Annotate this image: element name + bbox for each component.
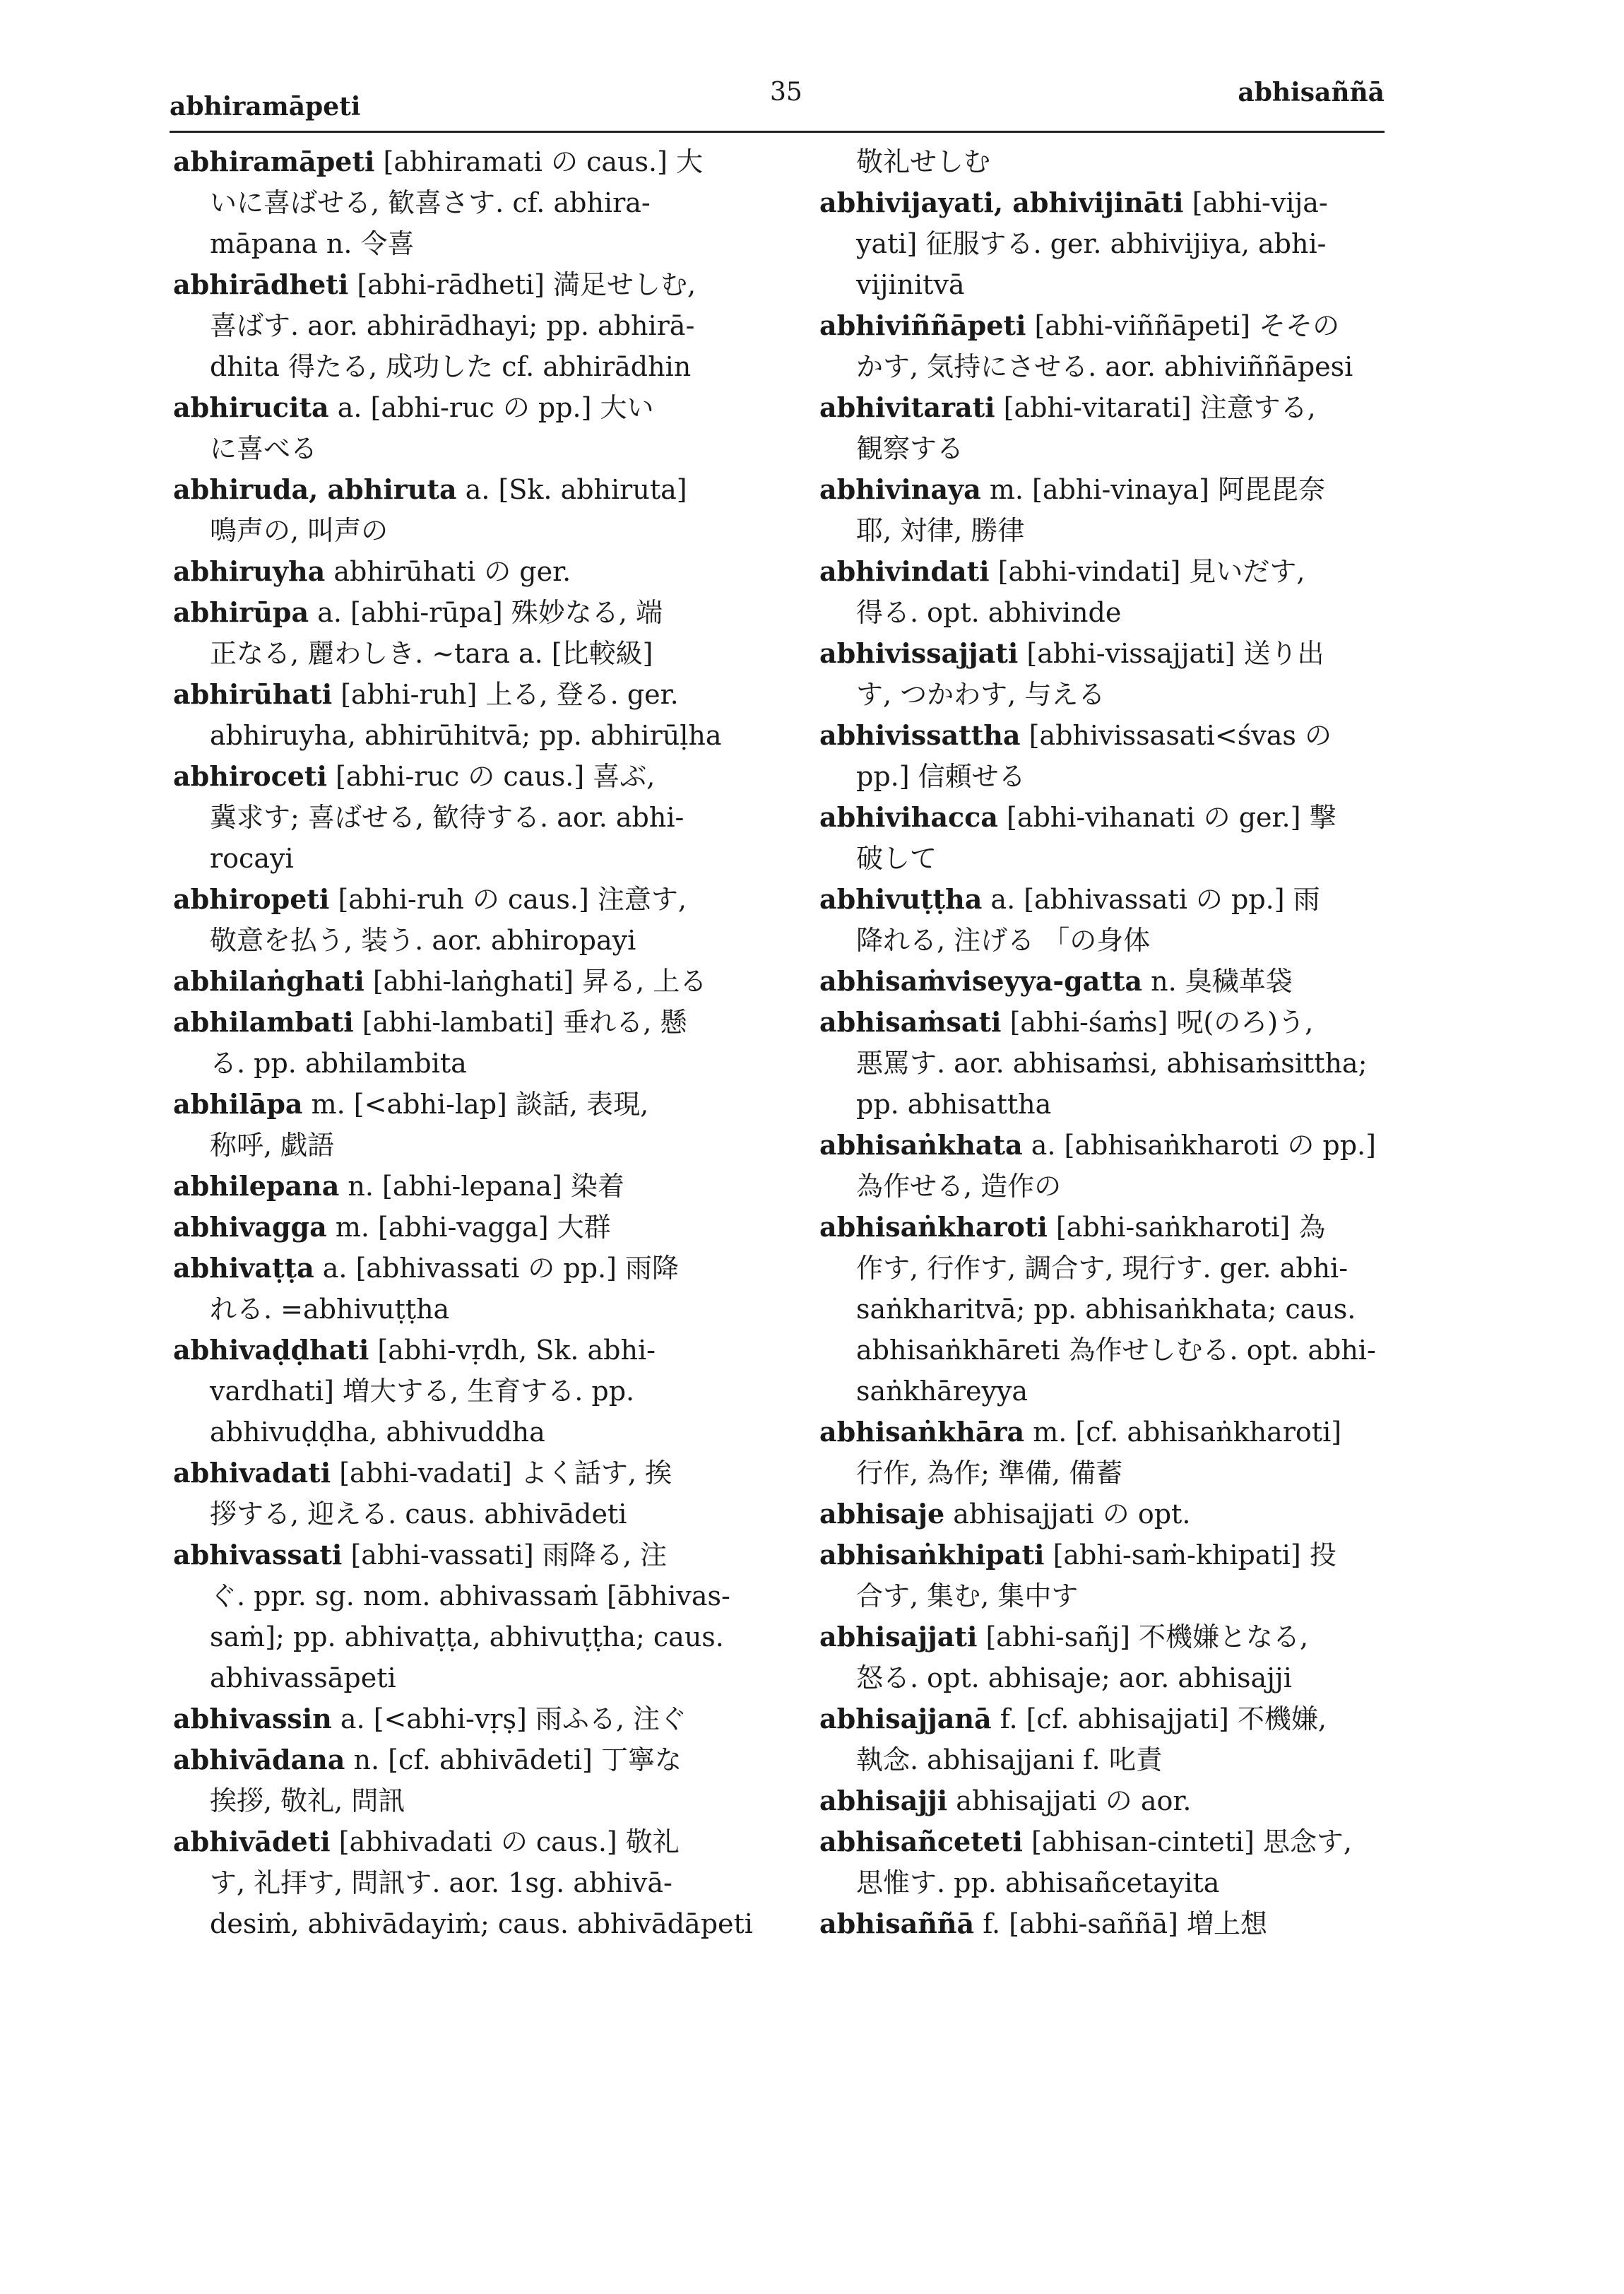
entry-line: [173, 1453, 788, 1494]
definition-text: a. [abhisaṅkharoti の pp.]: [1022, 1130, 1376, 1161]
headword: abhivissattha: [819, 719, 1021, 751]
entry-line: [173, 1821, 788, 1862]
entry-line: [819, 797, 1399, 838]
headword: abhisañceteti: [819, 1826, 1023, 1857]
entry-line: [173, 1084, 788, 1125]
definition-text: abhisajjati の aor.: [947, 1785, 1192, 1816]
entry-line: [173, 1903, 788, 1944]
headword: abhilepana: [173, 1170, 340, 1202]
definition-text: desiṁ, abhivādayiṁ; caus. abhivādāpeti: [210, 1908, 753, 1939]
definition-text: いに喜ばせる, 歓喜さす. cf. abhira-: [210, 187, 651, 218]
definition-text: す, つかわす, 与える: [856, 679, 1106, 710]
definition-text: 敬礼せしむ: [856, 146, 991, 177]
definition-text: 合す, 集む, 集中す: [856, 1580, 1079, 1612]
entry-line: [819, 510, 1399, 551]
entry-line: [819, 1657, 1399, 1698]
headword: abhivādana: [173, 1744, 345, 1775]
entry-line: [173, 1002, 788, 1043]
entry-line: [173, 1125, 788, 1166]
headword: abhilaṅghati: [173, 965, 364, 997]
headword: abhirūpa: [173, 596, 309, 628]
entry-line: [173, 1043, 788, 1084]
headword: abhivijayati, abhivijināti: [819, 187, 1184, 218]
headword: abhivitarati: [819, 391, 995, 423]
definition-text: abhisajjati の opt.: [944, 1498, 1191, 1530]
entry-line: [173, 1207, 788, 1248]
entry-line: [819, 1903, 1399, 1944]
headword: abhirādheti: [173, 268, 349, 300]
definition-text: 観察する: [856, 433, 964, 464]
definition-text: 喜ばす. aor. abhirādhayi; pp. abhirā-: [210, 310, 695, 341]
headword: abhivadati: [173, 1457, 331, 1489]
entry-line: [173, 551, 788, 592]
definition-text: [abhi-vija-: [1183, 187, 1328, 218]
entry-line: [819, 1002, 1399, 1043]
headword: abhisaṅkhata: [819, 1129, 1023, 1161]
definition-text: 冀求す; 喜ばせる, 歓待する. aor. abhi-: [210, 802, 684, 833]
definition-text: [abhi-rādheti] 満足せしむ,: [348, 269, 697, 300]
entry-line: [819, 1166, 1399, 1207]
definition-text: 行作, 為作; 準備, 備蓄: [856, 1458, 1123, 1489]
entry-line: [819, 920, 1399, 961]
definition-text: 作す, 行作す, 調合す, 現行す. ger. abhi-: [856, 1253, 1349, 1284]
definition-text: 敬意を払う, 装う. aor. abhiropayi: [210, 925, 636, 956]
definition-text: saṁ]; pp. abhivaṭṭa, abhivuṭṭha; caus.: [210, 1621, 724, 1652]
entry-line: [819, 1043, 1399, 1084]
entry-line: [819, 592, 1399, 633]
definition-text: a. [abhi-ruc の pp.] 大い: [328, 392, 654, 423]
entry-line: [173, 1657, 788, 1698]
definition-text: 怒る. opt. abhisaje; aor. abhisajji: [856, 1662, 1292, 1693]
definition-text: [abhi-saṁ-khipati] 投: [1044, 1539, 1336, 1571]
definition-text: [abhi-vihanati の ger.] 撃: [997, 802, 1336, 833]
definition-text: 得る. opt. abhivinde: [856, 597, 1122, 628]
definition-text: す, 礼拝す, 問訊す. aor. 1sg. abhivā-: [210, 1867, 672, 1898]
definition-text: yati] 征服する. ger. abhivijiya, abhi-: [856, 228, 1327, 259]
entry-line: [819, 1248, 1399, 1289]
entry-line: [819, 223, 1399, 264]
headword: abhisaṅkhipati: [819, 1539, 1045, 1571]
definition-text: abhivassāpeti: [210, 1662, 396, 1693]
definition-text: rocayi: [210, 843, 294, 874]
definition-text: [abhi-laṅghati] 昇る, 上る: [364, 966, 707, 997]
page-number: 35: [770, 78, 802, 107]
entry-line: [173, 428, 788, 469]
definition-text: 鳴声の, 叫声の: [210, 515, 389, 546]
entry-line: [173, 592, 788, 633]
definition-text: 執念. abhisajjani f. 叱責: [856, 1744, 1163, 1775]
headword: abhiruda, abhiruta: [173, 473, 457, 505]
entry-line: [173, 1371, 788, 1412]
definition-text: [abhisan-cinteti] 思念す,: [1022, 1826, 1352, 1857]
headword: abhivagga: [173, 1211, 327, 1243]
definition-text: [abhi-lambati] 垂れる, 懸: [353, 1007, 687, 1038]
entry-line: [819, 1289, 1399, 1330]
definition-text: 悪罵す. aor. abhisaṁsi, abhisaṁsittha;: [856, 1048, 1368, 1079]
entry-line: [819, 305, 1399, 346]
definition-text: 称呼, 戯語: [210, 1130, 335, 1161]
headword: abhisaje: [819, 1498, 945, 1530]
entry-line: [173, 305, 788, 346]
entry-line: [819, 182, 1399, 223]
entry-line: [173, 1698, 788, 1739]
definition-text: [abhivadati の caus.] 敬礼: [330, 1826, 680, 1857]
entry-line: [819, 1371, 1399, 1412]
entry-line: [819, 1330, 1399, 1371]
headword: abhisaṅkharoti: [819, 1211, 1048, 1243]
definition-text: 為作せる, 造作の: [856, 1171, 1062, 1202]
headword: abhisaṁsati: [819, 1006, 1002, 1038]
headword: abhivuṭṭha: [819, 883, 983, 915]
entry-line: [819, 1207, 1399, 1248]
definition-text: abhivuḍḍha, abhivuddha: [210, 1417, 545, 1448]
definition-text: [abhi-ruh] 上る, 登る. ger.: [332, 679, 679, 710]
entry-line: [819, 387, 1399, 428]
entry-line: [173, 715, 788, 756]
definition-text: a. [abhi-rūpa] 殊妙なる, 端: [309, 597, 663, 628]
headword: abhisaññā: [819, 1908, 975, 1939]
definition-text: m. [cf. abhisaṅkharoti]: [1024, 1417, 1342, 1448]
entry-line: [819, 1575, 1399, 1616]
entry-line: [819, 1862, 1399, 1903]
headword: abhivissajjati: [819, 637, 1019, 669]
definition-text: pp. abhisattha: [856, 1089, 1052, 1120]
left-column: [173, 141, 788, 1944]
entry-line: [819, 346, 1399, 387]
headword: abhivassin: [173, 1703, 332, 1734]
definition-text: [abhiramati の caus.] 大: [374, 146, 703, 177]
entry-line: [173, 1412, 788, 1453]
entry-line: [819, 879, 1399, 920]
headword: abhilambati: [173, 1006, 354, 1038]
definition-text: n. 臭穢革袋: [1142, 966, 1293, 997]
definition-text: m. [<abhi-lap] 談話, 表現,: [302, 1089, 649, 1120]
entry-line: [173, 633, 788, 674]
headword: abhisajjanā: [819, 1703, 992, 1734]
headword: abhivādeti: [173, 1826, 331, 1857]
definition-text: [abhivissasati<śvas の: [1020, 720, 1332, 751]
definition-text: abhisaṅkhāreti 為作せしむる. opt. abhi-: [856, 1335, 1376, 1366]
definition-text: vijinitvā: [856, 269, 965, 300]
definition-text: vardhati] 増大する, 生育する. pp.: [210, 1376, 635, 1407]
definition-text: pp.] 信頼せる: [856, 761, 1026, 792]
entry-line: [173, 920, 788, 961]
entry-line: [173, 182, 788, 223]
entry-line: [173, 1166, 788, 1207]
entry-line: [173, 756, 788, 797]
definition-text: [abhi-saṅkharoti] 為: [1047, 1212, 1326, 1243]
guide-word-right: abhisaññā: [1238, 78, 1385, 107]
entry-line: [173, 141, 788, 182]
entry-line: [819, 1494, 1399, 1535]
entry-line: [173, 797, 788, 838]
right-column: [819, 141, 1399, 1944]
entry-line: [173, 1494, 788, 1535]
definition-text: 破して: [856, 843, 937, 874]
headword: abhirucita: [173, 391, 329, 423]
definition-text: saṅkhāreyya: [856, 1376, 1029, 1407]
entry-line: [819, 1125, 1399, 1166]
header-rule: [170, 131, 1385, 133]
entry-line: [173, 1575, 788, 1616]
definition-text: 挨拶, 敬礼, 問訊: [210, 1785, 405, 1816]
definition-text: 思惟す. pp. abhisañcetayita: [856, 1867, 1220, 1898]
definition-text: かす, 気持にさせる. aor. abhiviññāpesi: [856, 351, 1353, 382]
entry-line: [819, 551, 1399, 592]
entry-line: [173, 223, 788, 264]
entry-line: [819, 264, 1399, 305]
entry-line: [819, 1453, 1399, 1494]
entry-line: [819, 633, 1399, 674]
definition-text: m. [abhi-vagga] 大群: [326, 1212, 611, 1243]
headword: abhirūhati: [173, 678, 333, 710]
definition-text: [abhi-vṛdh, Sk. abhi-: [369, 1335, 656, 1366]
definition-text: [abhi-vindati] 見いだす,: [989, 556, 1305, 587]
entry-line: [819, 1616, 1399, 1657]
definition-text: f. [cf. abhisajjati] 不機嫌,: [991, 1703, 1327, 1734]
guide-word-left: abhiramāpeti: [170, 92, 361, 122]
definition-text: abhirūhati の ger.: [325, 556, 571, 587]
entry-line: [173, 387, 788, 428]
entry-line: [819, 1412, 1399, 1453]
definition-text: 拶する, 迎える. caus. abhivādeti: [210, 1498, 627, 1530]
entry-line: [173, 1330, 788, 1371]
headword: abhivihacca: [819, 801, 998, 833]
entry-line: [173, 264, 788, 305]
definition-text: m. [abhi-vinaya] 阿毘毘奈: [980, 474, 1326, 505]
headword: abhiruyha: [173, 555, 326, 587]
definition-text: [abhi-vitarati] 注意する,: [995, 392, 1316, 423]
entry-line: [173, 1862, 788, 1903]
entry-line: [819, 469, 1399, 510]
entry-line: [173, 346, 788, 387]
entry-line: [819, 961, 1399, 1002]
headword: abhisajjati: [819, 1621, 978, 1652]
definition-text: ぐ. ppr. sg. nom. abhivassaṁ [ābhivas-: [210, 1580, 730, 1612]
definition-text: [abhi-viññāpeti] そその: [1026, 310, 1340, 341]
definition-text: māpana n. 令喜: [210, 228, 415, 259]
headword: abhivindati: [819, 555, 990, 587]
entry-line: [819, 1535, 1399, 1575]
definition-text: a. [abhivassati の pp.] 雨: [982, 884, 1320, 915]
headword: abhilāpa: [173, 1088, 303, 1120]
headword: abhiroceti: [173, 760, 327, 792]
headword: abhisaṁviseyya-gatta: [819, 965, 1143, 997]
definition-text: a. [<abhi-vṛṣ] 雨ふる, 注ぐ: [331, 1703, 687, 1734]
definition-text: [abhi-ruc の caus.] 喜ぶ,: [326, 761, 656, 792]
headword: abhivinaya: [819, 473, 981, 505]
headword: abhiramāpeti: [173, 146, 375, 177]
entry-line: [173, 961, 788, 1002]
definition-text: a. [abhivassati の pp.] 雨降: [314, 1253, 680, 1284]
headword: abhisajji: [819, 1785, 948, 1816]
definition-text: 耶, 対律, 勝律: [856, 515, 1025, 546]
definition-text: n. [abhi-lepana] 染着: [339, 1171, 624, 1202]
definition-text: 正なる, 麗わしき. ~tara a. [比較級]: [210, 638, 653, 669]
definition-text: [abhi-sañj] 不機嫌となる,: [977, 1621, 1309, 1652]
headword: abhiviññāpeti: [819, 309, 1026, 341]
entry-line: [173, 1535, 788, 1575]
entry-line: [819, 428, 1399, 469]
entry-line: [819, 1821, 1399, 1862]
entry-line: [173, 1248, 788, 1289]
entry-line: [819, 1698, 1399, 1739]
definition-text: [abhi-śaṁs] 呪(のろ)う,: [1001, 1007, 1314, 1038]
entry-line: [819, 674, 1399, 715]
definition-text: n. [cf. abhivādeti] 丁寧な: [345, 1744, 682, 1775]
entry-line: [173, 879, 788, 920]
entry-line: [173, 1780, 788, 1821]
headword: abhivassati: [173, 1539, 343, 1571]
definition-text: 降れる, 注げる 「の身体: [856, 925, 1151, 956]
definition-text: f. [abhi-saññā] 増上想: [974, 1908, 1268, 1939]
definition-text: [abhi-vadati] よく話す, 挨: [331, 1458, 672, 1489]
definition-text: [abhi-vassati] 雨降る, 注: [342, 1539, 667, 1571]
definition-text: dhita 得たる, 成功した cf. abhirādhin: [210, 351, 692, 382]
headword: abhisaṅkhāra: [819, 1416, 1025, 1448]
entry-line: [819, 1739, 1399, 1780]
entry-line: [819, 838, 1399, 879]
entry-line: [173, 674, 788, 715]
entry-line: [173, 838, 788, 879]
entry-line: [173, 469, 788, 510]
headword: abhivaḍḍhati: [173, 1334, 369, 1366]
entry-line: [173, 1289, 788, 1330]
definition-text: に喜べる: [210, 433, 318, 464]
entry-line: [819, 141, 1399, 182]
entry-line: [173, 1616, 788, 1657]
definition-text: [abhi-ruh の caus.] 注意す,: [329, 884, 687, 915]
definition-text: る. pp. abhilambita: [210, 1048, 467, 1079]
headword: abhiropeti: [173, 883, 330, 915]
entry-line: [819, 1780, 1399, 1821]
definition-text: [abhi-vissajjati] 送り出: [1018, 638, 1324, 669]
entry-line: [819, 715, 1399, 756]
entry-line: [819, 1084, 1399, 1125]
definition-text: れる. =abhivuṭṭha: [210, 1294, 450, 1325]
definition-text: saṅkharitvā; pp. abhisaṅkhata; caus.: [856, 1294, 1356, 1325]
entry-line: [173, 510, 788, 551]
headword: abhivaṭṭa: [173, 1252, 314, 1284]
definition-text: a. [Sk. abhiruta]: [456, 474, 687, 505]
entry-line: [173, 1739, 788, 1780]
definition-text: abhiruyha, abhirūhitvā; pp. abhirūḷha: [210, 720, 722, 751]
entry-line: [819, 756, 1399, 797]
